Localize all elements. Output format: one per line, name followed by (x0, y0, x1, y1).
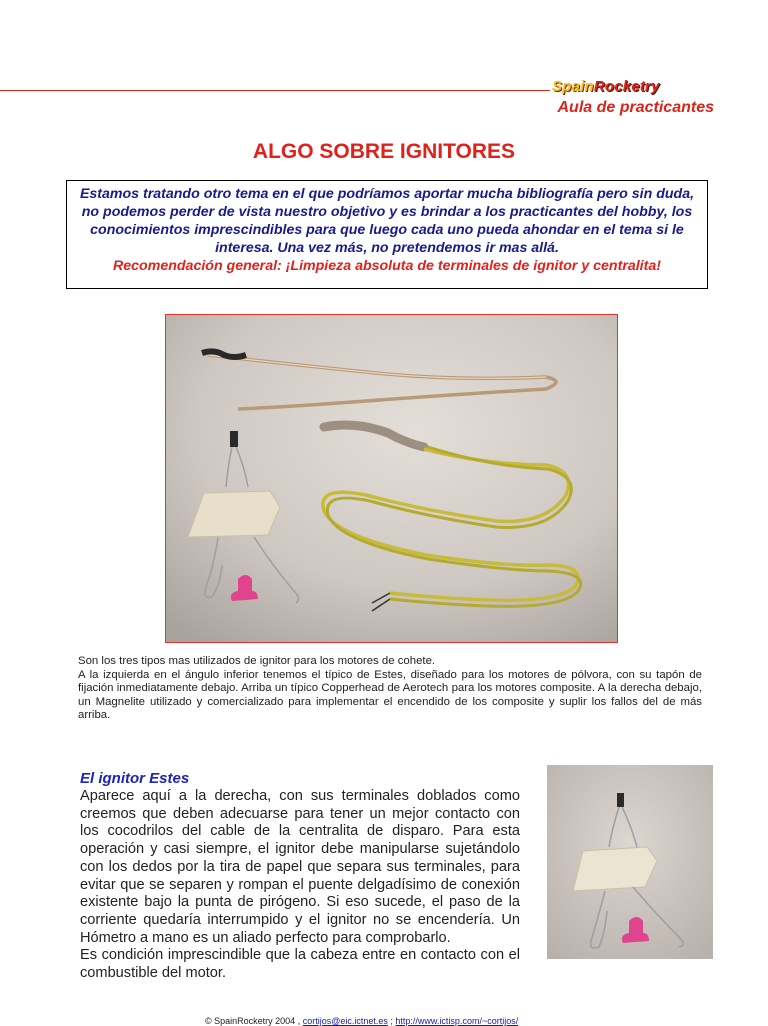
section-paragraph-1: Aparece aquí a la derecha, con sus terminales doblados como creemos que deben adecuarse para tener un mejor contacto con los cocodrilos del cable de la centralita de disparo. Para esta operación y casi siempre, el ignitor debe manipularse sujetándolo con los dedos por la tira de papel que separa sus terminales, para evitar que se separen y rompan el puente delgadísimo de conexión existente bajo la punta de pirógeno. Si eso sucede, el paso de la corriente quedaría interrumpido y el ignitor no se encendería. Un Hómetro a mano es un aliado perfecto para comprobarlo. (80, 788, 520, 946)
footer-url-link[interactable]: http://www.ictisp.com/~cortijos/ (395, 1016, 519, 1026)
footer: © SpainRocketry 2004 , cortijos@eic.ictnet.es ; http://www.ictisp.com/~cortijos/ (205, 1016, 519, 1026)
footer-copyright: © SpainRocketry 2004 (205, 1016, 296, 1026)
caption-line-2: A la izquierda en el ángulo inferior tenemos el típico de Estes, diseñado para los motores de pólvora, con su tapón de fijación inmediatamente debajo. Arriba un típico Copperhead de Aerotech para los motores composite. A la derecha debajo, un Magnelite utilizado y comercializado para implementar el encendido de los composite y suplir los fallos del de más arriba. (78, 668, 702, 721)
recommendation-text: Recomendación general: ¡Limpieza absoluta de terminales de ignitor y centralita! (113, 258, 661, 274)
footer-email-link[interactable]: cortijos@eic.ictnet.es (302, 1016, 388, 1026)
intro-text: Estamos tratando otro tema en el que podríamos aportar mucha bibliografía pero sin duda, no podemos perder de vista nuestro objetivo y es brindar a los practicantes del hobby, los conocimientos imprescindibles para que luego cada uno pueda ahondar en el tema si le interesa. Una vez más, no pretendemos ir mas allá. (79, 186, 695, 256)
page-title: ALGO SOBRE IGNITORES (252, 140, 516, 163)
caption-line-1: Son los tres tipos mas utilizados de ignitor para los motores de cohete. (78, 655, 436, 667)
header-rule (0, 90, 550, 91)
estes-ignitor-illustration (547, 765, 713, 959)
logo-text-spain: Spain (552, 78, 594, 95)
estes-ignitor-photo (547, 765, 713, 959)
logo-text-rocketry: Rocketry (593, 78, 660, 95)
ignitors-photo-illustration (166, 315, 618, 643)
section-body (80, 788, 520, 983)
spainrocketry-logo (552, 78, 660, 95)
intro-box (66, 180, 708, 289)
section-paragraph-2: Es condición imprescindible que la cabeza entre en contacto con el combustible del motor. (80, 947, 520, 982)
ignitors-photo (165, 314, 618, 643)
photo-caption (78, 655, 702, 723)
section-subtitle: Aula de practicantes (557, 99, 714, 116)
section-title: El ignitor Estes (80, 770, 190, 787)
